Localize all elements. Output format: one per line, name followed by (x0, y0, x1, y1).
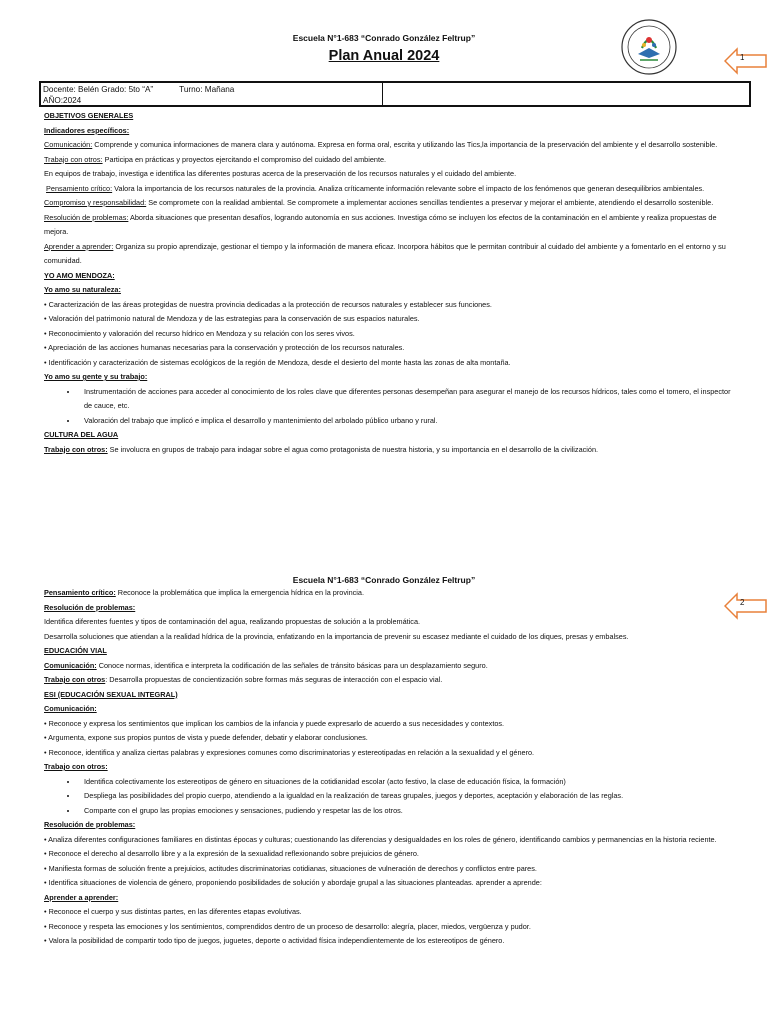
esi-resolucion-item: • Manifiesta formas de solución frente a prejuicios, actitudes discriminatorias cotidianas, situaciones de vulneración de derechos y conflictos entre pares. (44, 863, 537, 873)
vial-trabajo-text: : Desarrolla propuestas de concientización sobre formas más seguras de interacción con el espacio vial. (105, 675, 443, 684)
plan-title: Plan Anual 2024 (328, 48, 440, 64)
esi-aprender-item: • Reconoce y respeta las emociones y los sentimientos, comprendidos dentro de un proceso de desarrollo: alegría, placer, miedos, vergüenza y pudor. (44, 921, 531, 931)
naturaleza-item: • Identificación y caracterización de sistemas ecológicos de la región de Mendoza, desde el desierto del monte hasta las zonas de alta montaña. (44, 357, 511, 367)
esi-resolucion-item: • Analiza diferentes configuraciones familiares en distintas épocas y culturas; cuestionando las diferencias y desigualdades en los roles de género, identificando cambios y permanencias en la historia reciente. (44, 834, 717, 844)
general-objectives-heading: OBJETIVOS GENERALES (44, 111, 134, 120)
p2-pensamiento-label: Pensamiento crítico: (44, 588, 116, 597)
educacion-vial-heading: EDUCACIÓN VIAL (44, 646, 107, 655)
year-label: AÑO:2024 (43, 96, 82, 105)
vial-comunicacion-paragraph (44, 659, 734, 674)
aprender-label: Aprender a aprender: (44, 241, 114, 251)
naturaleza-heading: Yo amo su naturaleza: (44, 285, 121, 294)
compromiso-paragraph (44, 196, 734, 211)
esi-comunicacion-heading: Comunicación: (44, 704, 97, 713)
esi-resolucion-item: • Identifica situaciones de violencia de género, proponiendo posibilidades de solución y abordaje grupal a las situaciones planteadas. aprender a aprende: (44, 878, 542, 887)
esi-trabajo-item: • Identifica colectivamente los estereotipos de género en situaciones de la cotidianidad escolar (acto festivo, la clase de educación física, la formación) (78, 775, 734, 790)
vial-comunicacion-label: Comunicación: (44, 660, 97, 670)
naturaleza-item: • Caracterización de las áreas protegidas de nuestra provincia dedicadas a la protección de recursos naturales y establecer sus funciones. (44, 299, 492, 309)
vial-trabajo-paragraph (44, 673, 734, 688)
aprender-text: Organiza su propio aprendizaje, gestionar el tiempo y la información de manera eficaz. Incorpora hábitos que le permitan contribuir al cuidado del ambiente y a fomentarlo en el entorno y su comunidad. (44, 241, 726, 265)
page-marker-1 (724, 47, 768, 75)
pensamiento-text: Valora la importancia de los recursos naturales de la provincia. Analiza críticamente información relevante sobre el impacto de los fenómenos que generan desequilibrios ambientales. (112, 183, 705, 193)
resolucion-label: Resolución de problemas: (44, 212, 129, 222)
page-marker-number: 2 (740, 598, 745, 607)
naturaleza-item: • Reconocimiento y valoración del recurso hídrico en Mendoza y su relación con los seres vivos. (44, 328, 355, 338)
esi-heading: ESI (EDUCACIÓN SEXUAL INTEGRAL) (44, 689, 178, 699)
esi-aprender-item: • Valora la posibilidad de compartir todo tipo de juegos, juguetes, deporte o actividad física independientemente de los estereotipos de género. (44, 936, 505, 945)
p2-resolucion-heading: Resolución de problemas: (44, 602, 136, 612)
esi-trabajo-item: • Despliega las posibilidades del propio cuerpo, atendiendo a la igualdad en la realización de tareas grupales, juegos y deportes, aceptación y elaboración de las reglas. (78, 789, 734, 804)
teacher-info-cell (41, 83, 383, 105)
school-name-header-page2: Escuela N°1-683 “Conrado González Feltrup” (292, 575, 476, 585)
yo-amo-mendoza-heading: YO AMO MENDOZA: (44, 270, 115, 280)
school-name-header: Escuela N°1-683 “Conrado González Feltrup” (292, 33, 476, 43)
shift-label: Turno: Mañana (179, 85, 235, 94)
teacher-info-table (39, 81, 751, 107)
p2-pensamiento-text: Reconoce la problemática que implica la emergencia hídrica en la provincia. (115, 588, 365, 597)
pensamiento-paragraph (44, 182, 734, 197)
resolucion-paragraph (44, 211, 734, 240)
p2-pensamiento-paragraph (44, 586, 734, 601)
esi-trabajo-heading: Trabajo con otros: (44, 762, 108, 771)
trabajo-label: Trabajo con otros: (44, 154, 103, 164)
page-marker-number: 1 (740, 53, 745, 62)
gente-item: • Valoración del trabajo que implicó e implica el desarrollo y mantenimiento del arbolado público urbano y rural. (78, 414, 734, 429)
agua-trabajo-label: Trabajo con otros: (44, 444, 108, 454)
page1-content (44, 109, 734, 457)
comunicacion-label: Comunicación: (44, 140, 93, 149)
vial-trabajo-label: Trabajo con otros (44, 675, 106, 684)
school-seal-logo (620, 18, 678, 76)
esi-trabajo-item: • Comparte con el grupo las propias emociones y sensaciones, pudiendo y respetar las de los otros. (78, 804, 734, 819)
trabajo-paragraph (44, 153, 734, 168)
esi-comunicacion-item: • Reconoce y expresa los sentimientos que implican los cambios de la infancia y puede expresarlo de acuerdo a sus necesidades y contextos. (44, 718, 505, 728)
page2-content (44, 586, 734, 949)
naturaleza-item: • Apreciación de las acciones humanas necesarias para la conservación y protección de los recursos naturales. (44, 343, 405, 352)
teacher-label: Docente: Belén Grado: 5to “A” (43, 85, 154, 94)
vial-comunicacion-text: Conoce normas, identifica e interpreta la codificación de las señales de tránsito básicas para un desplazamiento seguro. (96, 660, 488, 670)
naturaleza-item: • Valoración del patrimonio natural de Mendoza y de las estrategias para la conservación de sus espacios naturales. (44, 314, 420, 323)
gente-list (44, 385, 734, 429)
p2-resolucion-line: Identifica diferentes fuentes y tipos de contaminación del agua, realizando propuestas de solución a la problemática. (44, 617, 421, 626)
comunicacion-paragraph (44, 138, 734, 153)
p2-resolucion-line: Desarrolla soluciones que atiendan a la realidad hídrica de la provincia, enfatizando en la importancia de prevenir su escasez mediante el cuidado de los diques, presas y embalses. (44, 631, 629, 641)
esi-aprender-heading: Aprender a aprender: (44, 892, 119, 902)
empty-info-cell (383, 83, 749, 105)
gente-heading: Yo amo su gente y su trabajo: (44, 372, 148, 381)
agua-trabajo-paragraph (44, 443, 734, 458)
esi-resolucion-heading: Resolución de problemas: (44, 820, 136, 829)
equipos-paragraph: En equipos de trabajo, investiga e identifica las diferentes posturas acerca de la preservación de los recursos naturales y el cuidado del ambiente. (44, 169, 517, 178)
compromiso-text: Se compromete con la realidad ambiental. Se compromete a implementar acciones sencillas tendientes a preservar y mejorar el ambiente, atendiendo el desarrollo sostenible. (146, 198, 714, 207)
gente-item: • Instrumentación de acciones para acceder al conocimiento de los roles clave que diferentes personas desempeñan para asegurar el manejo de los recursos hídricos, tales como el tomero, el inspector de cauce, etc. (78, 385, 734, 414)
compromiso-label: Compromiso y responsabilidad: (44, 198, 147, 207)
resolucion-text: Aborda situaciones que presentan desafíos, logrando autonomía en sus acciones. Investiga cómo se incluyen los efectos de la contaminación en el ambiente y realiza propuestas de mejora. (44, 212, 717, 236)
cultura-agua-heading: CULTURA DEL AGUA (44, 430, 119, 439)
trabajo-text: Participa en prácticas y proyectos ejercitando el compromiso del cuidado del ambiente. (102, 154, 387, 164)
esi-resolucion-item: • Reconoce el derecho al desarrollo libre y a la expresión de la sexualidad reflexionando sobre prejuicios de género. (44, 849, 419, 858)
esi-aprender-item: • Reconoce el cuerpo y sus distintas partes, en las diferentes etapas evolutivas. (44, 907, 302, 916)
agua-trabajo-text: Se involucra en grupos de trabajo para indagar sobre el agua como protagonista de nuestra historia, y su importancia en el desarrollo de la civilización. (107, 444, 599, 454)
esi-comunicacion-item: • Reconoce, identifica y analiza ciertas palabras y expresiones comunes como discriminatorias y estereotipadas en relación a la sexualidad y el género. (44, 747, 535, 757)
aprender-paragraph (44, 240, 734, 269)
comunicacion-text: Comprende y comunica informaciones de manera clara y autónoma. Expresa en forma oral, escrita y utilizando las Tics,la importancia de la preservación del ambiente y el desarrollo sostenible. (92, 140, 718, 149)
esi-trabajo-list (44, 775, 734, 819)
esi-comunicacion-item: • Argumenta, expone sus propios puntos de vista y puede defender, debatir y elaborar conclusiones. (44, 733, 368, 742)
specific-indicators-heading: Indicadores específicos: (44, 125, 130, 135)
pensamiento-label: Pensamiento crítico: (46, 183, 113, 193)
